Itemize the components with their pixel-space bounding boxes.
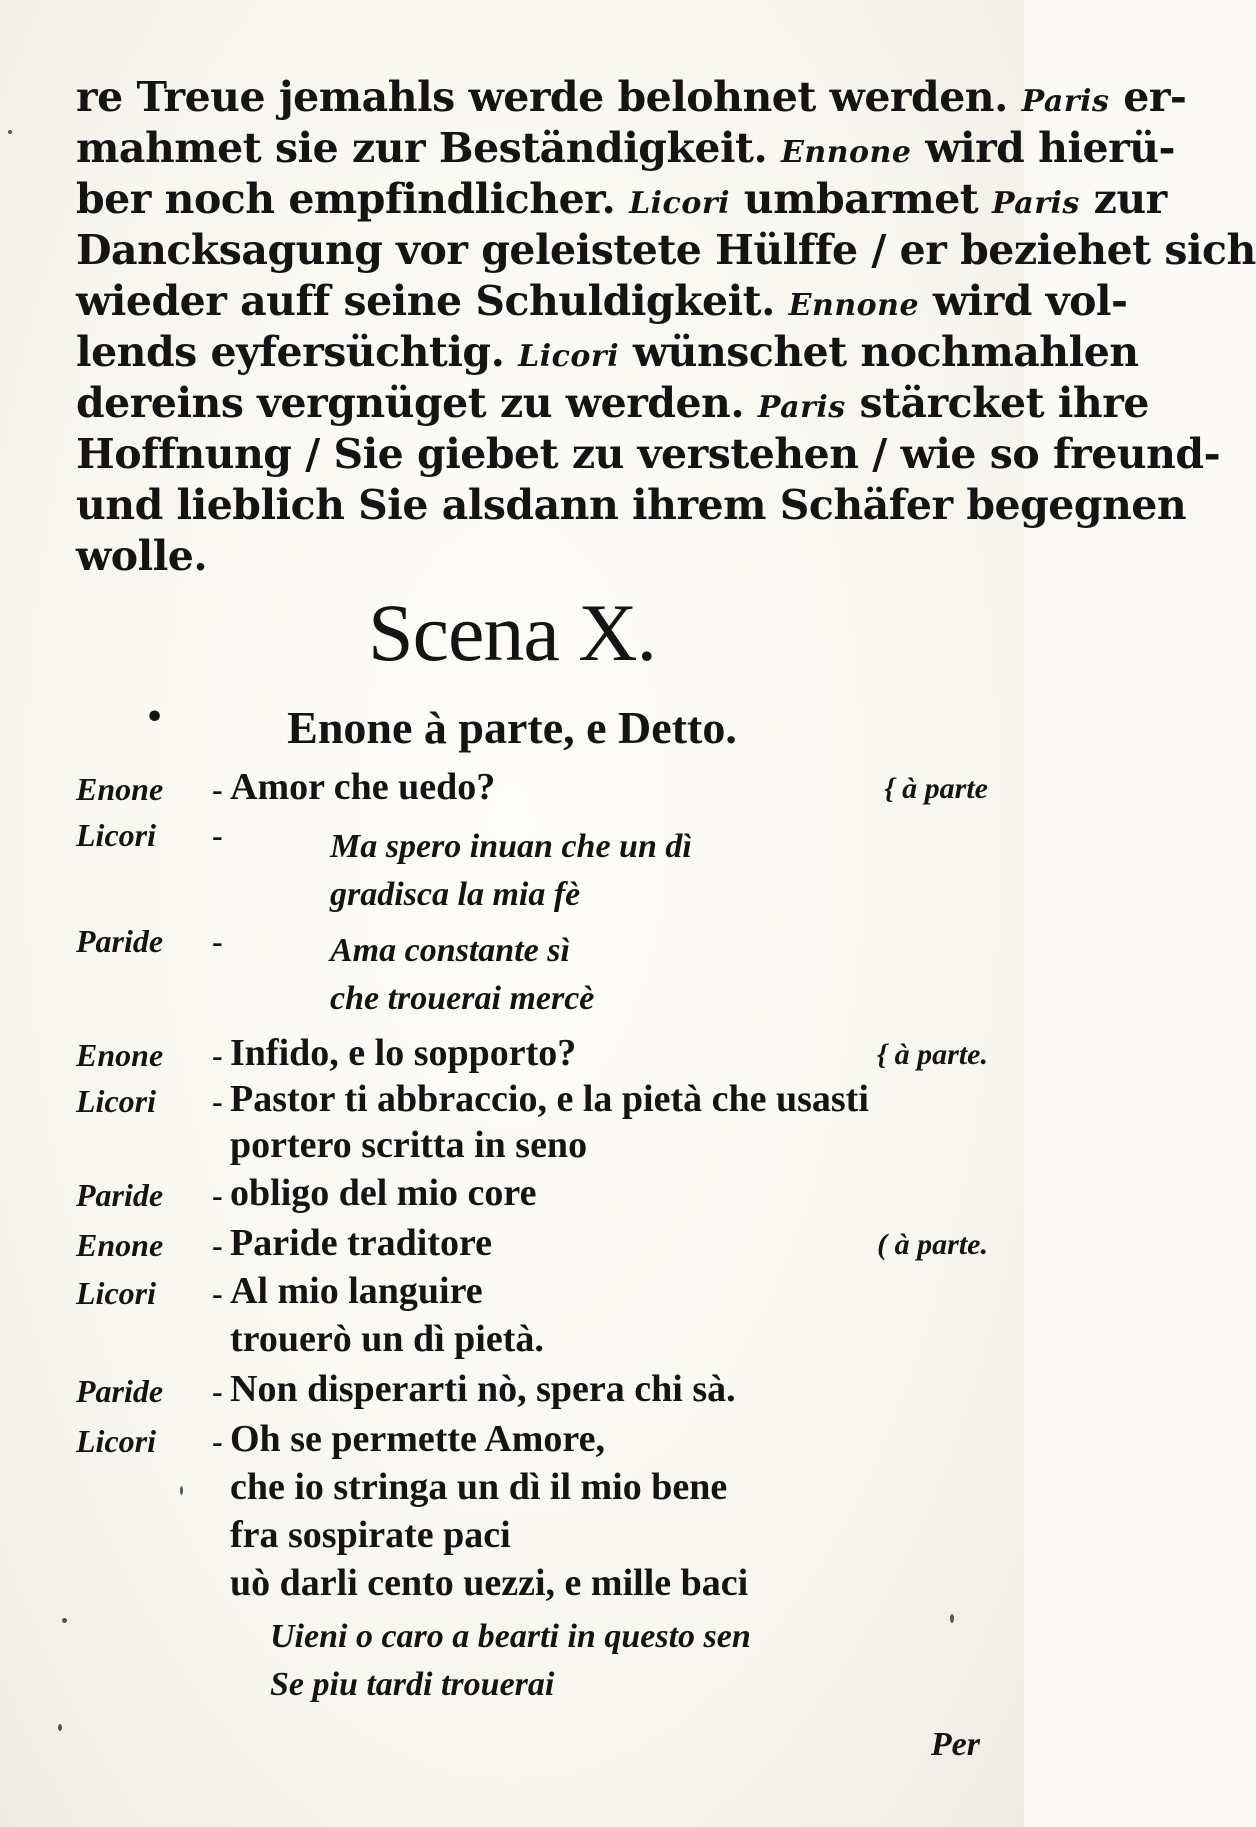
aside-marker: { à parte xyxy=(884,772,988,805)
character-name: Licori xyxy=(629,186,731,221)
italic-verse-line: che trouerai mercè xyxy=(330,980,595,1017)
verse-line: obligo del mio core xyxy=(230,1172,537,1214)
summary-text: re Treue jemahls werde belohnet werden. xyxy=(76,73,1022,121)
printer-mark: • xyxy=(145,700,165,735)
speaker-name: Enone xyxy=(76,1037,164,1073)
catchword: Per xyxy=(930,1726,980,1763)
summary-text: umbarmet xyxy=(730,175,993,223)
speaker-name: Licori xyxy=(76,1275,156,1311)
summary-text: wird vol- xyxy=(919,277,1128,325)
summary-text: und lieblich Sie alsdann ihrem Schäfer begegnen xyxy=(76,481,1187,529)
scene-title: Scena X. xyxy=(367,587,656,678)
summary-line xyxy=(76,429,1221,479)
speaker-name: Licori xyxy=(76,817,156,853)
italic-verse-line: Se piu tardi trouerai xyxy=(270,1666,555,1703)
summary-line xyxy=(76,174,1167,229)
verse-line: Amor che uedo? xyxy=(230,766,496,808)
verse-line: trouerò un dì pietà. xyxy=(230,1318,544,1360)
speaker-dash: - xyxy=(212,1037,223,1073)
summary-text: wünschet nochmahlen xyxy=(619,328,1139,376)
speaker-name: Licori xyxy=(76,1423,156,1459)
speaker-name: Paride xyxy=(76,1373,164,1409)
speaker-name: Paride xyxy=(76,923,164,959)
summary-line xyxy=(76,378,1149,433)
aside-marker: { à parte. xyxy=(876,1038,988,1071)
speaker-dash: - xyxy=(212,771,223,807)
summary-text: lends eyfersüchtig. xyxy=(76,328,519,376)
summary-line xyxy=(76,276,1128,331)
ink-speck xyxy=(950,1614,954,1623)
summary-text: dereins vergnüget zu werden. xyxy=(76,379,758,427)
speaker-name: Paride xyxy=(76,1177,164,1213)
italic-verse-line: Ama constante sì xyxy=(330,932,570,969)
character-name: Licori xyxy=(518,339,620,374)
summary-line xyxy=(76,480,1187,530)
character-name: Paris xyxy=(1021,84,1110,119)
verse-line: Al mio languire xyxy=(230,1270,483,1312)
verse-line: Non disperarti nò, spera chi sà. xyxy=(230,1368,736,1410)
speaker-dash: - xyxy=(212,1373,223,1409)
summary-text: er- xyxy=(1109,73,1187,121)
speaker-dash: - xyxy=(212,1177,223,1213)
ink-speck xyxy=(180,1486,183,1495)
summary-text: Hoffnung / Sie giebet zu verstehen / wie so freund- xyxy=(76,430,1221,478)
character-name: Paris xyxy=(757,390,846,425)
summary-text: Dancksagung vor geleistete Hülffe / er beziehet sich xyxy=(76,226,1256,274)
verse-line: Oh se permette Amore, xyxy=(230,1418,605,1460)
speaker-dash: - xyxy=(212,1083,223,1119)
verse-line: uò darli cento uezzi, e mille baci xyxy=(230,1562,749,1604)
verse-line: Pastor ti abbraccio, e la pietà che usasti xyxy=(230,1078,869,1120)
verse-line: Paride traditore xyxy=(230,1222,493,1264)
summary-text: mahmet sie zur Beständigkeit. xyxy=(76,124,782,172)
speaker-dash: - xyxy=(212,817,223,853)
summary-text: zur xyxy=(1079,175,1167,223)
speaker-name: Enone xyxy=(76,771,164,807)
summary-text: ber noch empfindlicher. xyxy=(76,175,630,223)
ink-speck xyxy=(8,130,12,134)
speaker-dash: - xyxy=(212,1227,223,1263)
aside-marker: ( à parte. xyxy=(877,1228,988,1261)
character-name: Paris xyxy=(992,186,1080,221)
verse-line: fra sospirate paci xyxy=(230,1514,511,1556)
italic-verse-line: Ma spero inuan che un dì xyxy=(330,828,692,865)
summary-line xyxy=(76,531,992,581)
verse-line: che io stringa un dì il mio bene xyxy=(230,1466,728,1508)
summary-text: wird hierü- xyxy=(911,124,1176,172)
verse-line: portero scritta in seno xyxy=(230,1124,588,1166)
italic-verse-line: gradisca la mia fè xyxy=(330,876,581,913)
summary-line xyxy=(76,123,1176,178)
summary-line xyxy=(76,327,1139,382)
character-name: Ennone xyxy=(781,135,912,170)
summary-text: wieder auff seine Schuldigkeit. xyxy=(76,277,789,325)
summary-line xyxy=(76,225,1256,275)
speaker-dash: - xyxy=(212,923,223,959)
speaker-dash: - xyxy=(212,1275,223,1311)
character-name: Ennone xyxy=(788,288,920,323)
summary-line xyxy=(76,72,1187,127)
italic-verse-line: Uieni o caro a bearti in questo sen xyxy=(270,1618,751,1655)
speaker-dash: - xyxy=(212,1423,223,1459)
ink-speck xyxy=(62,1618,67,1623)
scene-subtitle: Enone à parte, e Detto. xyxy=(287,702,737,753)
speaker-name: Licori xyxy=(76,1083,156,1119)
verse-line: Infido, e lo sopporto? xyxy=(230,1032,577,1074)
ink-speck xyxy=(58,1724,62,1731)
speaker-name: Enone xyxy=(76,1227,164,1263)
summary-text: stärcket ihre xyxy=(845,379,1149,427)
summary-text: wolle. xyxy=(76,532,208,580)
